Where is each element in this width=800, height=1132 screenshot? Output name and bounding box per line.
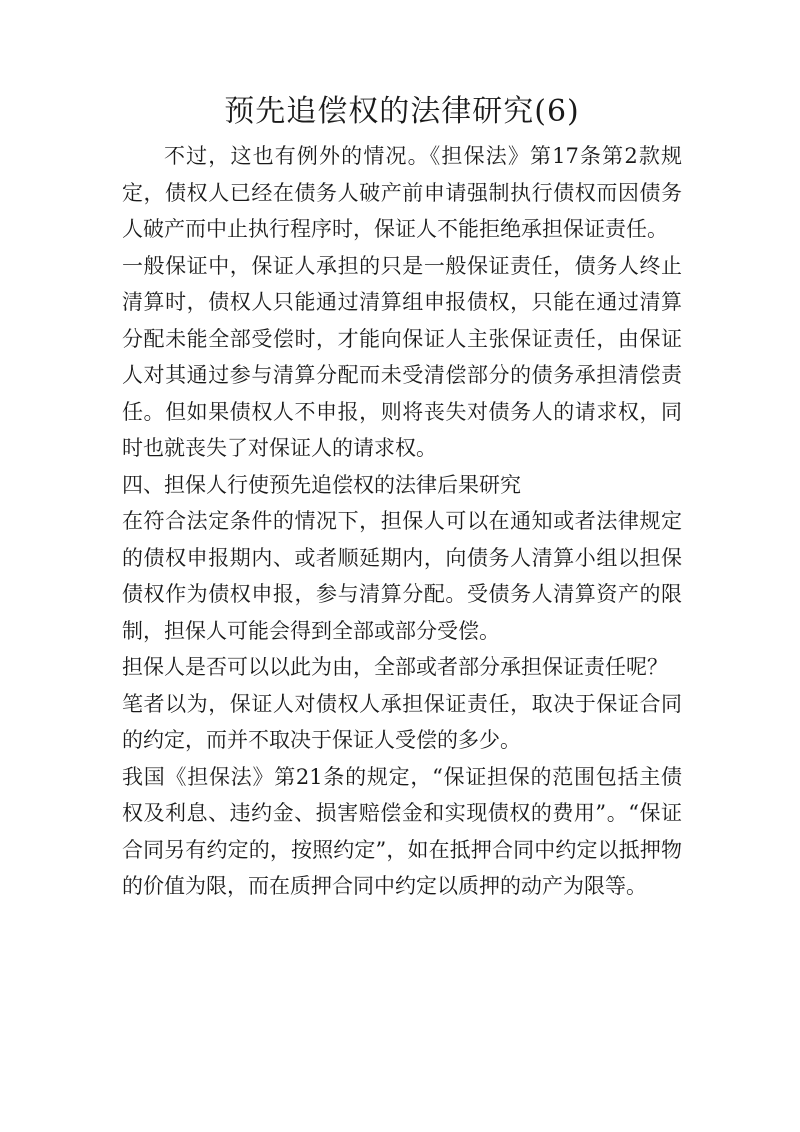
paragraph-exception: 不过，这也有例外的情况。《担保法》第17条第2款规定，债权人已经在债务人破产前申请强制执行债权而因债务人破产而中止执行程序时，保证人不能拒绝承担保证责任。 bbox=[122, 144, 682, 241]
document-title: 预先追偿权的法律研究(6) bbox=[224, 94, 580, 129]
document-body bbox=[122, 138, 682, 905]
paragraph-claim-declaration: 在符合法定条件的情况下，担保人可以在通知或者法律规定的债权申报期内、或者顺延期内，向债务人清算小组以担保债权作为债权申报，参与清算分配。受债务人清算资产的限制，担保人可能会得到全部或部分受偿。 bbox=[122, 509, 682, 643]
paragraph-general-guarantee: 一般保证中，保证人承担的只是一般保证责任，债务人终止清算时，债权人只能通过清算组申报债权，只能在通过清算分配未能全部受偿时，才能向保证人主张保证责任，由保证人对其通过参与清算分配而未受清偿部分的债务承担清偿责任。但如果债权人不申报，则将丧失对债务人的请求权，同时也就丧失了对保证人的请求权。 bbox=[122, 253, 682, 460]
paragraph-article-21: 我国《担保法》第21条的规定，“保证担保的范围包括主债权及利息、违约金、损害赔偿金和实现债权的费用”。“保证合同另有约定的，按照约定”，如在抵押合同中约定以抵押物的价值为限，而在质押合同中约定以质押的动产为限等。 bbox=[122, 764, 682, 898]
section-heading: 四、担保人行使预先追偿权的法律后果研究 bbox=[122, 472, 521, 497]
paragraph-question: 担保人是否可以以此为由，全部或者部分承担保证责任呢？ bbox=[122, 655, 668, 679]
paragraph-author-view: 笔者以为，保证人对债权人承担保证责任，取决于保证合同的约定，而并不取决于保证人受偿的多少。 bbox=[122, 691, 682, 752]
